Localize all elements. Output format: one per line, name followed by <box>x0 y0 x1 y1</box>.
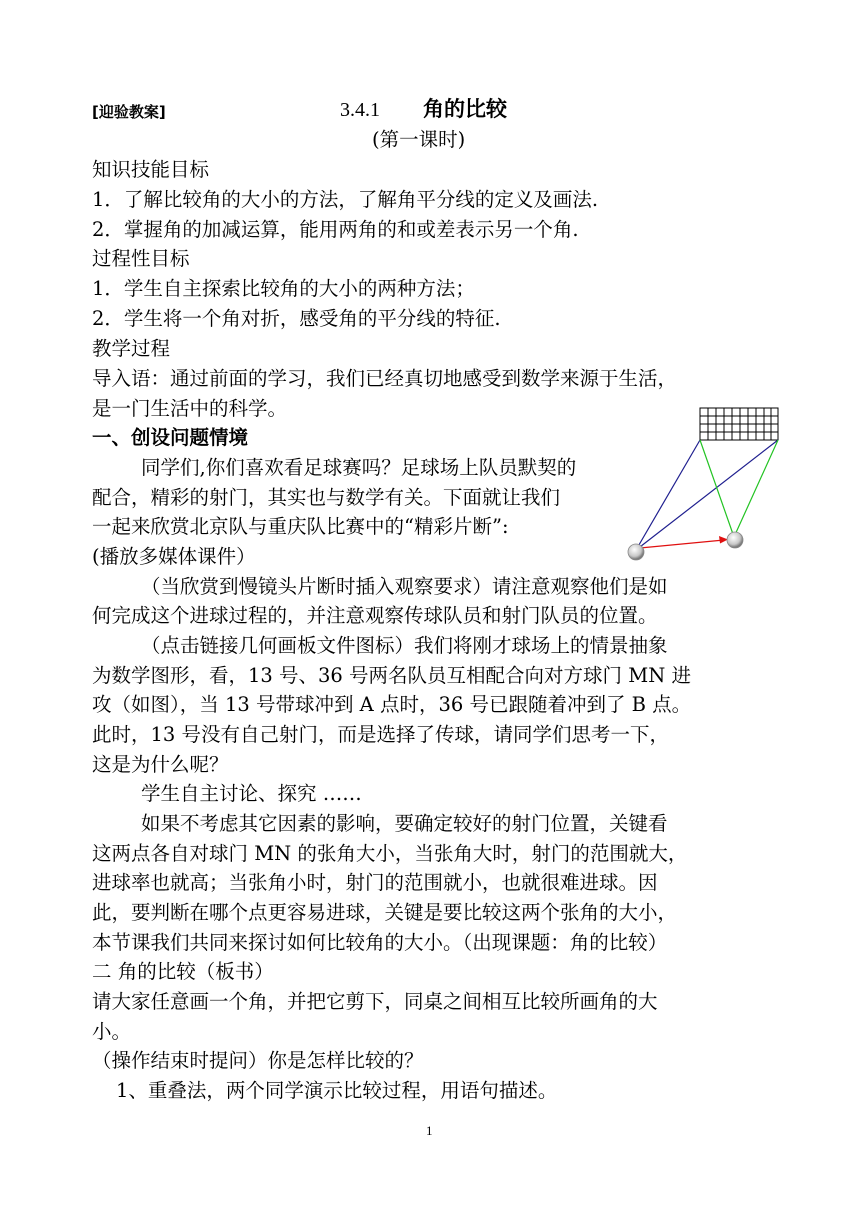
knowledge-goal-item: 1．了解比较角的大小的方法，了解角平分线的定义及画法. <box>92 188 599 211</box>
intro-line: 是一门生活中的科学。 <box>92 397 288 420</box>
line-a-m <box>636 440 700 550</box>
process-goal-item: 2．学生将一个角对折，感受角的平分线的特征. <box>92 307 501 330</box>
section1-paragraph-line: （当欣赏到慢镜头片断时插入观察要求）请注意观察他们是如 <box>141 575 668 598</box>
section1-paragraph-line: 此时，13 号没有自己射门，而是选择了传球，请同学们思考一下， <box>92 723 670 746</box>
process-goals-heading: 过程性目标 <box>92 247 190 270</box>
section1-paragraph-line: 这是为什么呢？ <box>92 753 229 776</box>
intro-line: 导入语：通过前面的学习，我们已经真切地感受到数学来源于生活， <box>92 367 678 390</box>
section1-paragraph-line: 为数学图形，看，13 号、36 号两名队员互相配合向对方球门 MN 进 <box>92 664 691 687</box>
teaching-process-heading: 教学过程 <box>92 337 171 360</box>
section2-paragraph-line: 请大家任意画一个角，并把它剪下，同桌之间相互比较所画角的大 <box>92 990 658 1013</box>
section1-heading: 一、创设问题情境 <box>92 426 249 449</box>
section-number: 3.4.1 <box>340 99 380 121</box>
line-b-n <box>734 440 778 537</box>
soccer-goal-angle-diagram-icon <box>620 400 790 570</box>
section2-paragraph-line: 1、重叠法，两个同学演示比较过程，用语句描述。 <box>116 1079 558 1102</box>
section1-paragraph-line: 这两点各自对球门 MN 的张角大小，当张角大时，射门的范围就大， <box>92 842 688 865</box>
section1-paragraph-line: 配合，精彩的射门，其实也与数学有关。下面就让我们 <box>92 486 561 509</box>
section1-paragraph-line: 如果不考虑其它因素的影响，要确定较好的射门位置，关键看 <box>141 812 668 835</box>
section2-paragraph-line: 小。 <box>92 1020 132 1043</box>
goal-net <box>700 408 778 440</box>
ball-a <box>628 544 644 560</box>
section1-paragraph-line: (播放多媒体课件） <box>92 545 256 568</box>
line-b-m <box>700 440 734 537</box>
page-title: 角的比较 <box>423 97 507 121</box>
pass-arrow <box>640 540 724 548</box>
section1-paragraph-line: 此，要判断在哪个点更容易进球，关键是要比较这两个张角的大小， <box>92 901 678 924</box>
doc-tag: [迎验教案] <box>92 103 166 121</box>
section1-paragraph-line: 进球率也就高；当张角小时，射门的范围就小，也就很难进球。因 <box>92 871 658 894</box>
section1-paragraph-line: （点击链接几何画板文件图标）我们将刚才球场上的情景抽象 <box>141 634 668 657</box>
page-subtitle: (第一课时) <box>372 128 466 151</box>
ball-b <box>727 532 743 548</box>
section1-paragraph-line: 何完成这个进球过程的，并注意观察传球队员和射门队员的位置。 <box>92 604 658 627</box>
section2-heading: 二 角的比较（板书） <box>92 960 274 983</box>
section1-paragraph-line: 一起来欣赏北京队与重庆队比赛中的“精彩片断”: <box>92 515 509 538</box>
section1-paragraph-line: 同学们,你们喜欢看足球赛吗？足球场上队员默契的 <box>141 456 577 479</box>
section1-paragraph-line: 本节课我们共同来探讨如何比较角的大小。（出现课题：角的比较） <box>92 931 668 954</box>
section1-paragraph-line: 学生自主讨论、探究 …… <box>141 782 362 805</box>
line-a-n <box>636 440 778 550</box>
knowledge-goals-heading: 知识技能目标 <box>92 158 210 181</box>
knowledge-goal-item: 2．掌握角的加减运算，能用两角的和或差表示另一个角. <box>92 218 579 241</box>
section2-paragraph-line: （操作结束时提问）你是怎样比较的？ <box>92 1049 424 1072</box>
process-goal-item: 1．学生自主探索比较角的大小的两种方法； <box>92 277 475 300</box>
page-number: 1 <box>426 1123 433 1138</box>
section1-paragraph-line: 攻（如图），当 13 号带球冲到 A 点时，36 号已跟随着冲到了 B 点。 <box>92 693 692 716</box>
